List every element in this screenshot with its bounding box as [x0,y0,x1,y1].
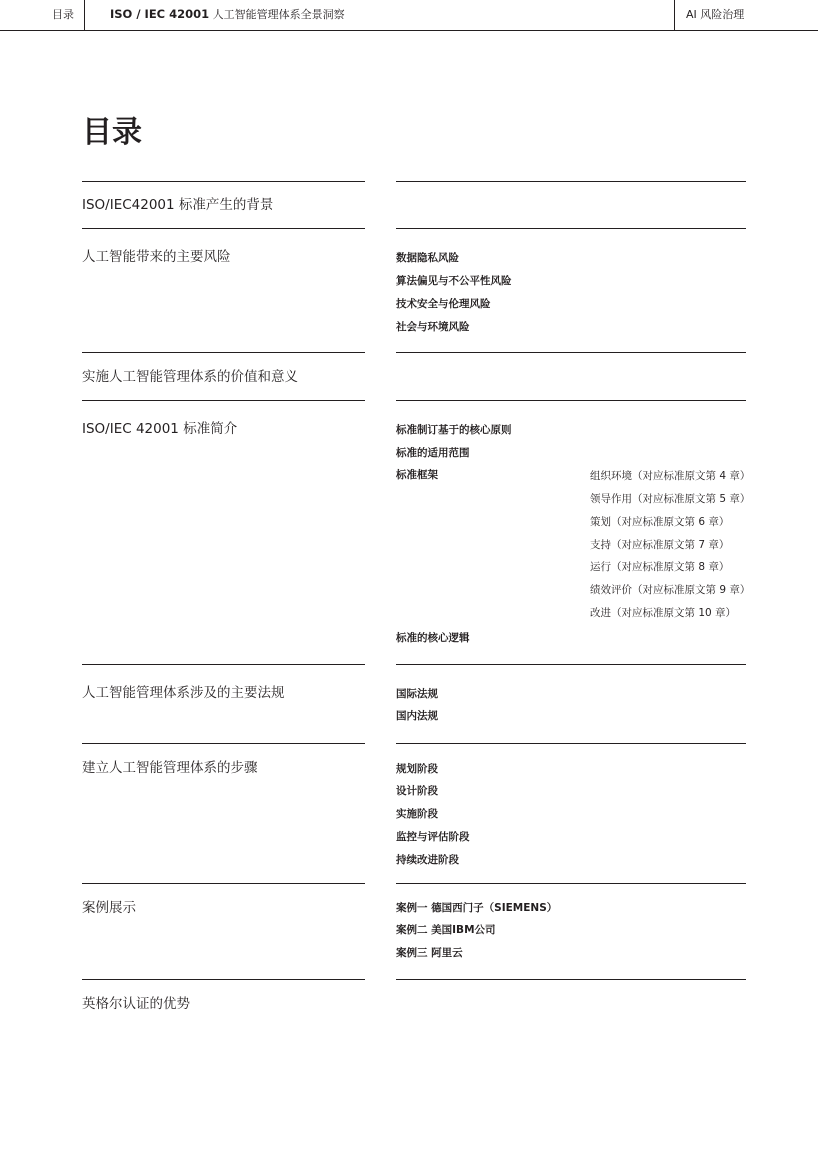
toc-subsection-item[interactable]: 设计阶段 [396,785,438,797]
section-divider [396,979,746,980]
toc-framework-item[interactable]: 改进（对应标准原文第 10 章） [590,607,737,619]
toc-subsection-item[interactable]: 算法偏见与不公平性风险 [396,275,512,287]
toc-framework-item[interactable]: 组织环境（对应标准原文第 4 章） [590,470,751,482]
section-divider [82,352,365,353]
toc-subsection-item[interactable]: 社会与环境风险 [396,321,470,333]
toc-subsection-item[interactable]: 技术安全与伦理风险 [396,298,491,310]
toc-framework-item[interactable]: 策划（对应标准原文第 6 章） [590,516,730,528]
toc-subsection-item[interactable]: 数据隐私风险 [396,252,459,264]
header-topic-label: AI 风险治理 [686,8,745,21]
header-divider [84,0,85,31]
toc-section-title[interactable]: 实施人工智能管理体系的价值和意义 [82,369,298,385]
toc-section-title[interactable]: 建立人工智能管理体系的步骤 [82,760,258,776]
toc-subsection-item[interactable]: 规划阶段 [396,763,438,775]
toc-subsection-item[interactable]: 案例一 德国西门子（SIEMENS） [396,902,558,914]
section-divider [82,228,365,229]
toc-subsection-item[interactable]: 标准的核心逻辑 [396,632,470,644]
toc-subsection-item[interactable]: 持续改进阶段 [396,854,459,866]
toc-framework-item[interactable]: 运行（对应标准原文第 8 章） [590,561,730,573]
header-document-title [110,7,345,22]
section-divider [396,181,746,182]
section-divider [396,228,746,229]
section-divider [396,743,746,744]
section-divider [396,352,746,353]
toc-subsection-item[interactable]: 实施阶段 [396,808,438,820]
toc-subsection-item[interactable]: 案例二 美国IBM公司 [396,924,496,936]
toc-subsection-item[interactable]: 监控与评估阶段 [396,831,470,843]
toc-section-title[interactable]: 案例展示 [82,900,136,916]
header-title-text: 人工智能管理体系全景洞察 [209,8,345,21]
section-divider [82,743,365,744]
toc-subsection-item[interactable]: 标准制订基于的核心原则 [396,424,512,436]
toc-framework-item[interactable]: 绩效评价（对应标准原文第 9 章） [590,584,751,596]
toc-subsection-item[interactable]: 国内法规 [396,710,438,722]
toc-subsection-item[interactable]: 国际法规 [396,688,438,700]
toc-section-title[interactable]: 人工智能带来的主要风险 [82,249,231,265]
toc-section-title[interactable]: ISO/IEC 42001 标准简介 [82,421,238,437]
toc-framework-item[interactable]: 领导作用（对应标准原文第 5 章） [590,493,751,505]
toc-section-title[interactable]: 人工智能管理体系涉及的主要法规 [82,685,285,701]
header-title-standard: ISO / IEC 42001 [110,7,210,21]
header-section-label: 目录 [52,8,74,21]
toc-framework-item[interactable]: 支持（对应标准原文第 7 章） [590,539,730,551]
section-divider [82,400,365,401]
section-divider [82,979,365,980]
section-divider [396,400,746,401]
toc-section-title[interactable]: 英格尔认证的优势 [82,996,190,1012]
section-divider [82,664,365,665]
header-divider [674,0,675,31]
section-divider [82,181,365,182]
section-divider [396,883,746,884]
toc-section-title[interactable]: ISO/IEC42001 标准产生的背景 [82,197,274,213]
section-divider [82,883,365,884]
toc-subsection-item[interactable]: 标准框架 [396,469,438,481]
toc-subsection-item[interactable]: 案例三 阿里云 [396,947,463,959]
toc-subsection-item[interactable]: 标准的适用范围 [396,447,470,459]
page-title: 目录 [82,115,142,150]
page-header [0,0,818,31]
section-divider [396,664,746,665]
